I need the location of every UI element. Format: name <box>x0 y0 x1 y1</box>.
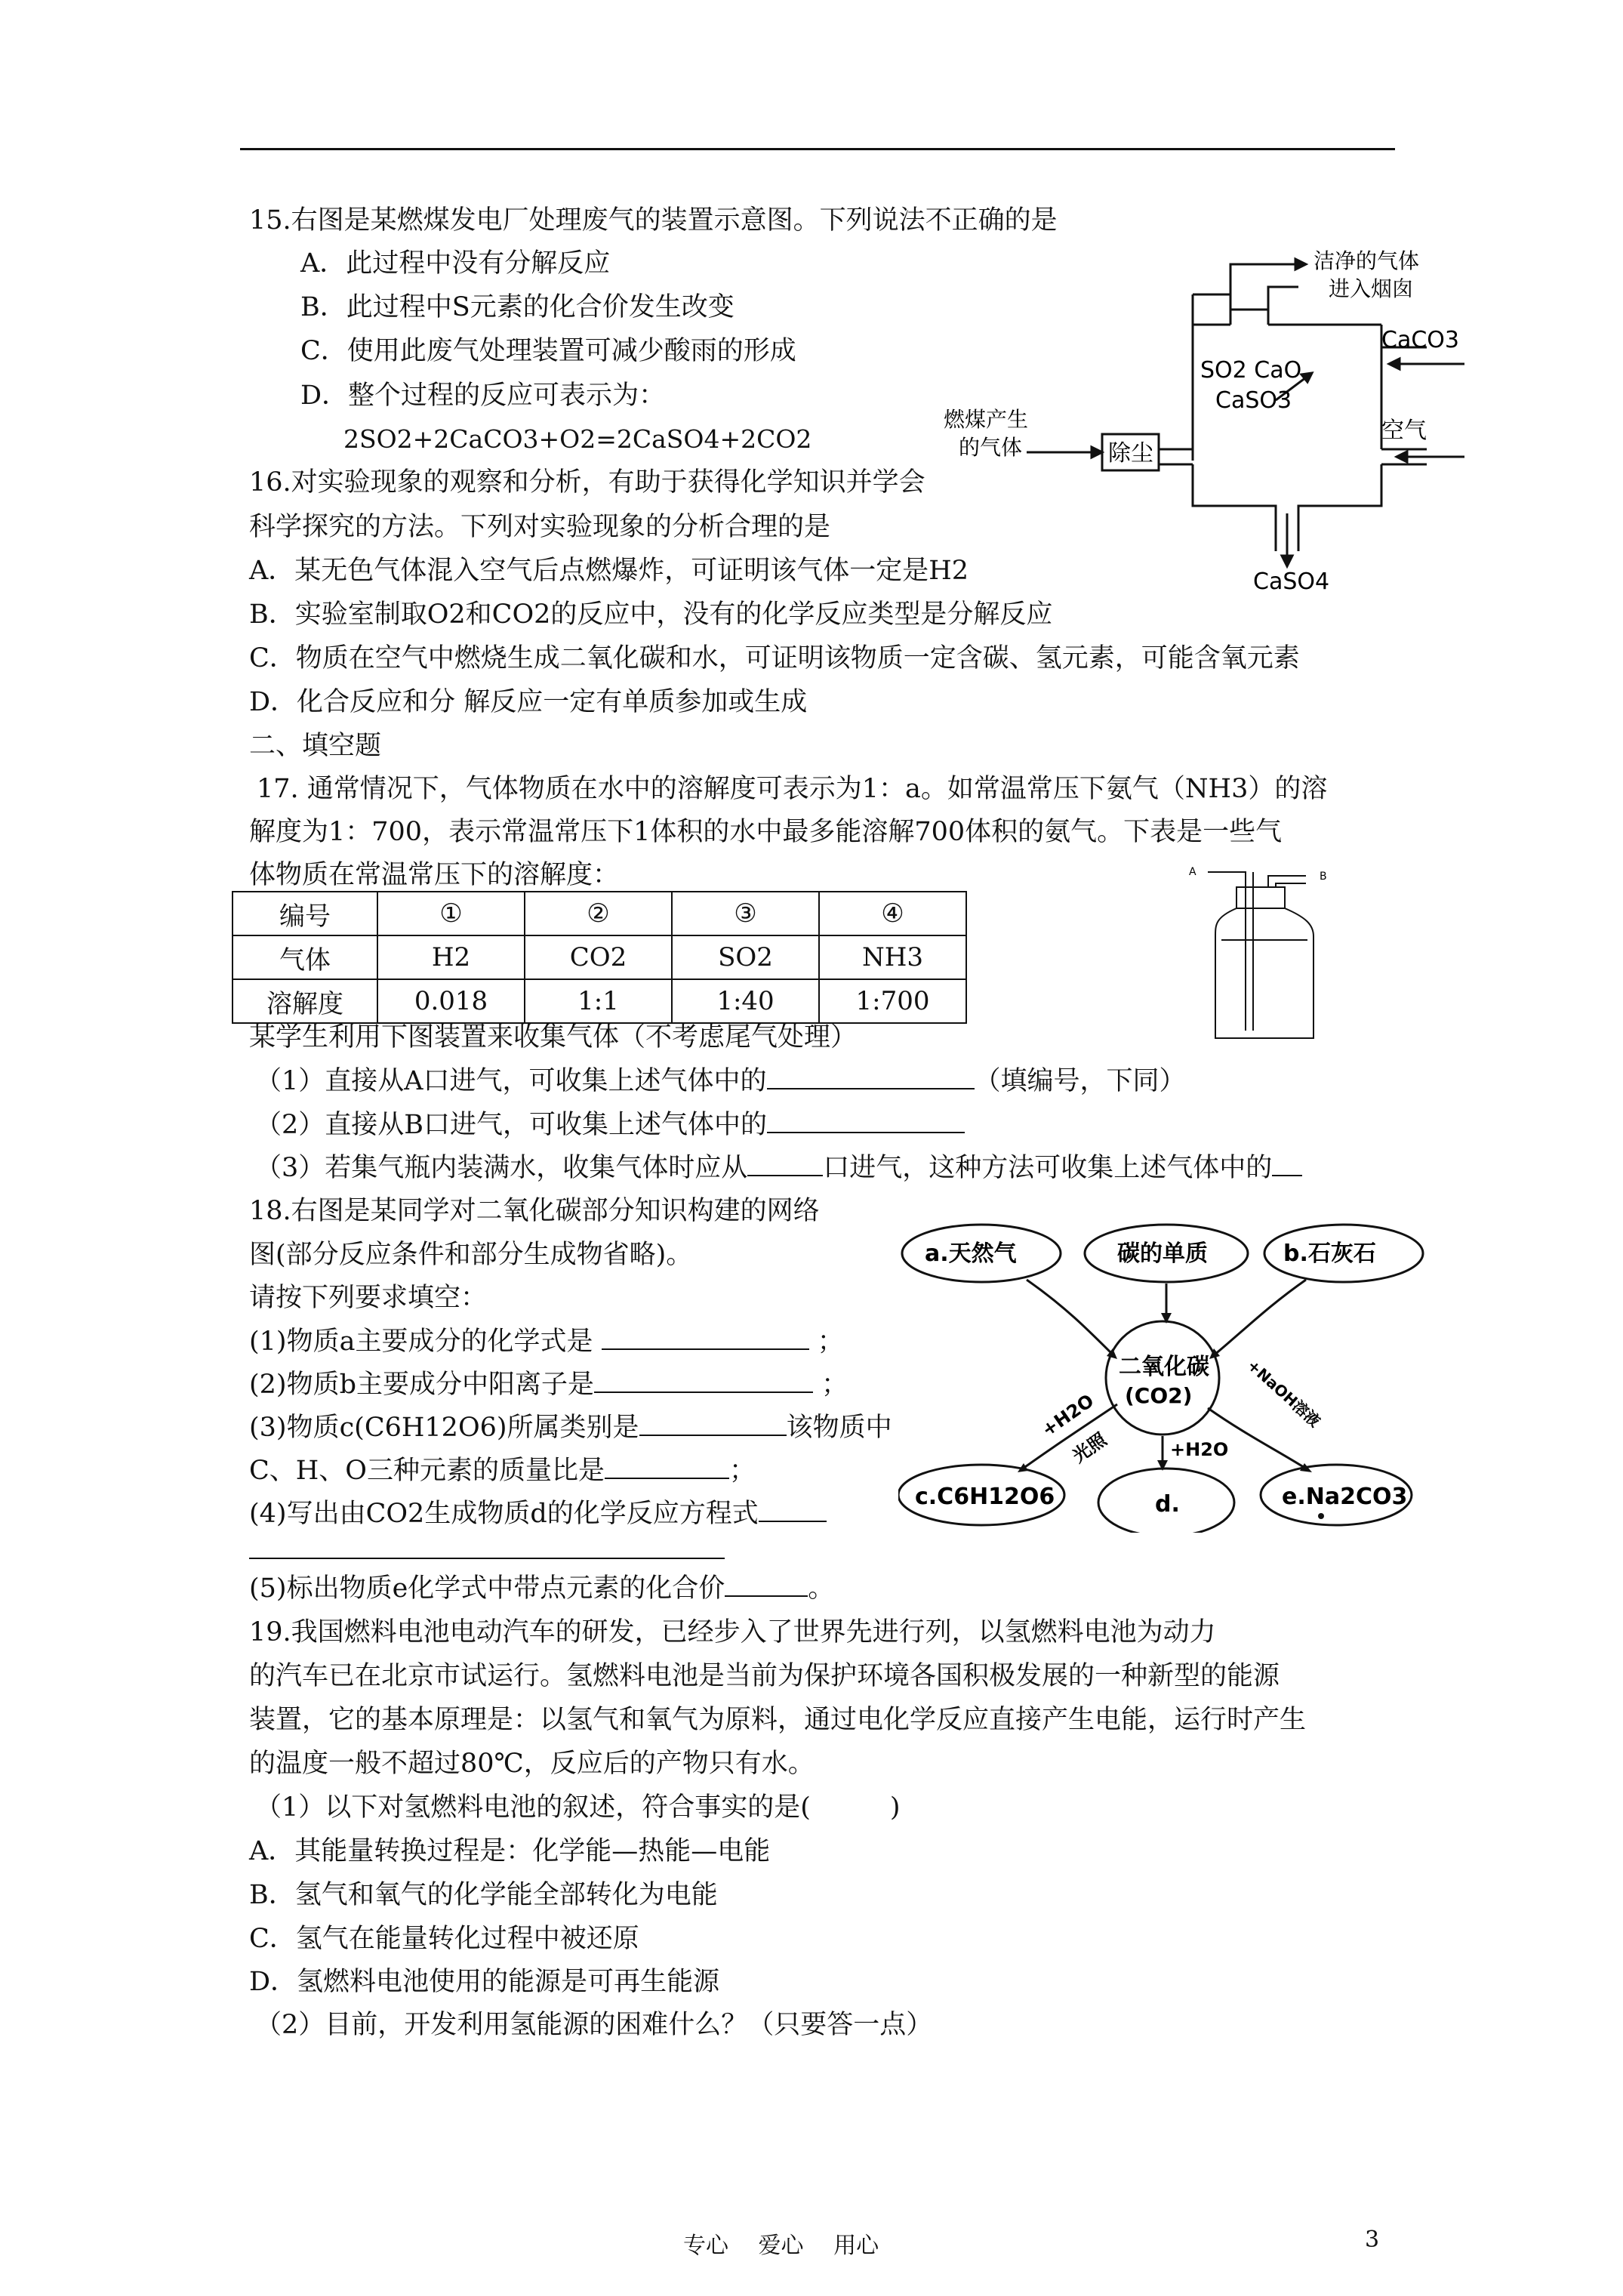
caso3-label: CaSO3 <box>1215 387 1292 414</box>
table-cell: ① <box>377 892 525 935</box>
q18-sub-1-text: (1)物质a主要成分的化学式是 <box>249 1327 593 1357</box>
node-b-label: b.石灰石 <box>1283 1240 1376 1267</box>
q19-option-b: B．氢气和氧气的化学能全部转化为电能 <box>249 1880 718 1910</box>
q17-para-3: 体物质在常温常压下的溶解度： <box>249 860 620 890</box>
q17-answer-blank-2[interactable] <box>767 1109 965 1133</box>
period: 。 <box>808 1573 835 1604</box>
node-co2-label: 二氧化碳 <box>1119 1354 1209 1380</box>
q18-stem-3: 请按下列要求填空： <box>249 1283 488 1313</box>
table-cell: SO2 <box>672 935 819 979</box>
q16-option-d: D．化合反应和分 解反应一定有单质参加或生成 <box>249 687 808 717</box>
q17-sub-2 <box>255 1108 965 1142</box>
q18-sub-4-text: (4)写出由CO2生成物质d的化学反应方程式 <box>249 1499 759 1529</box>
q18-answer-line[interactable] <box>249 1558 725 1559</box>
q19-option-a: A．其能量转换过程是：化学能—热能—电能 <box>249 1836 771 1866</box>
table-cell: NH3 <box>819 935 966 979</box>
table-cell: 溶解度 <box>233 979 377 1023</box>
edge-h2o-label: +H2O <box>1170 1439 1229 1460</box>
q18-answer-blank-6[interactable] <box>725 1573 808 1597</box>
table-row <box>233 935 966 979</box>
table-cell: 0.018 <box>377 979 525 1023</box>
q18-sub-2-text: (2)物质b主要成分中阳离子是 <box>249 1370 594 1400</box>
table-cell: 1:40 <box>672 979 819 1023</box>
clean-gas-label-2: 进入烟囱 <box>1329 276 1414 301</box>
flue-gas-diagram <box>944 234 1472 596</box>
q15-equation: 2SO2+2CaCO3+O2=2CaSO4+2CO2 <box>343 424 812 454</box>
bottle-a-label: A <box>1189 866 1196 878</box>
dust-removal-label: 除尘 <box>1108 440 1153 467</box>
air-label: 空气 <box>1381 418 1427 444</box>
so2-cao-label: SO2 CaO <box>1200 357 1302 384</box>
q18-sub-3 <box>249 1411 892 1444</box>
caco3-label: CaCO3 <box>1381 327 1459 353</box>
q19-option-d: D．氢燃料电池使用的能源是可再生能源 <box>249 1967 720 1997</box>
q17-para-2: 解度为1：700，表示常温常压下1体积的水中最多能溶解700体积的氨气。下表是一些气 <box>249 817 1283 847</box>
q17-sub-3-text: （3）若集气瓶内装满水，收集气体时应从 <box>255 1153 748 1183</box>
table-cell: H2 <box>377 935 525 979</box>
q18-sub-3-text: (3)物质c(C6H12O6)所属类别是 <box>249 1413 639 1443</box>
q17-answer-blank-1[interactable] <box>767 1065 975 1089</box>
q18-answer-blank-5[interactable] <box>759 1498 827 1522</box>
q18-stem-1: 18.右图是某同学对二氧化碳部分知识构建的网络 <box>249 1196 820 1226</box>
node-d-label: d. <box>1155 1491 1180 1518</box>
q17-sub-3 <box>255 1151 1302 1185</box>
q17-para-4: 某学生利用下图装置来收集气体（不考虑尾气处理） <box>249 1022 858 1052</box>
semicolon: ； <box>817 1327 844 1357</box>
coal-gas-label-1: 燃煤产生 <box>944 407 1029 432</box>
page-number: 3 <box>1365 2227 1380 2253</box>
table-row <box>233 892 966 935</box>
q18-sub-3-text-2: 该物质中 <box>786 1413 892 1443</box>
clean-gas-label-1: 洁净的气体 <box>1313 248 1420 273</box>
table-row <box>233 979 966 1023</box>
edge-light-label: 光照 <box>1068 1428 1110 1467</box>
q18-sub-4 <box>249 1497 827 1530</box>
node-carbon-label: 碳的单质 <box>1117 1240 1208 1267</box>
node-a-label: a.天然气 <box>925 1240 1017 1267</box>
q16-option-b: B．实验室制取O2和CO2的反应中，没有的化学反应类型是分解反应 <box>249 599 1053 630</box>
emphasis-dot <box>1318 1513 1324 1519</box>
q19-para-2: 的汽车已在北京市试运行。氢燃料电池是当前为保护环境各国积极发展的一种新型的能源 <box>249 1661 1280 1691</box>
footer-motto: 专心 爱心 用心 <box>683 2233 879 2259</box>
q17-sub-1-note: （填编号，下同） <box>974 1066 1186 1096</box>
q16-option-a: A．某无色气体混入空气后点燃爆炸，可证明该气体一定是H2 <box>249 556 969 586</box>
q17-sub-2-text: （2）直接从B口进气，可收集上述气体中的 <box>255 1110 767 1140</box>
q18-sub-5 <box>249 1572 834 1605</box>
q19-sub-2: （2）目前，开发利用氢能源的困难什么？（只要答一点） <box>255 2010 933 2040</box>
table-cell: ② <box>525 892 672 935</box>
header-rule <box>240 148 1395 150</box>
co2-network-diagram <box>898 1216 1427 1533</box>
q18-sub-3-cont <box>249 1454 756 1487</box>
q19-option-c: C．氢气在能量转化过程中被还原 <box>249 1924 639 1954</box>
edge-naoh-label: +NaOH溶液 <box>1243 1355 1324 1431</box>
semicolon: ； <box>729 1456 756 1486</box>
table-cell: 1:1 <box>525 979 672 1023</box>
node-e-label: e.Na2CO3 <box>1282 1484 1408 1510</box>
q18-answer-blank-1[interactable] <box>602 1326 809 1350</box>
q17-answer-blank-3[interactable] <box>747 1152 823 1176</box>
q19-para-4: 的温度一般不超过80℃，反应后的产物只有水。 <box>249 1749 815 1779</box>
q19-sub-1: （1）以下对氢燃料电池的叙述，符合事实的是( ) <box>255 1792 901 1823</box>
q17-sub-3-text-2: 口进气，这种方法可收集上述气体中的 <box>823 1153 1273 1183</box>
q18-sub-3-text-3: C、H、O三种元素的质量比是 <box>249 1456 605 1486</box>
semicolon: ； <box>821 1370 848 1400</box>
solubility-table <box>232 891 967 1024</box>
table-cell: 1:700 <box>819 979 966 1023</box>
q17-sub-1-text: （1）直接从A口进气，可收集上述气体中的 <box>255 1066 767 1096</box>
bottle-b-label: B <box>1320 871 1327 883</box>
edge-h2o-light-label: +H2O <box>1037 1390 1098 1441</box>
table-cell: ④ <box>819 892 966 935</box>
q18-sub-2 <box>249 1368 848 1401</box>
q15-option-c: C．使用此废气处理装置可减少酸雨的形成 <box>300 336 796 366</box>
q17-sub-1 <box>255 1065 1186 1098</box>
q18-sub-1 <box>249 1325 844 1358</box>
table-cell: ③ <box>672 892 819 935</box>
q15-option-a: A．此过程中没有分解反应 <box>300 248 611 279</box>
q18-answer-blank-3[interactable] <box>639 1412 787 1436</box>
table-cell: 编号 <box>233 892 377 935</box>
table-cell: 气体 <box>233 935 377 979</box>
q18-answer-blank-4[interactable] <box>605 1455 729 1479</box>
q17-para-1: 17. 通常情况下，气体物质在水中的溶解度可表示为1：a。如常温常压下氨气（NH3）的溶 <box>257 774 1328 804</box>
section-heading: 二、填空题 <box>249 731 382 761</box>
node-c-label: c.C6H12O6 <box>915 1484 1055 1510</box>
q19-para-1: 19.我国燃料电池电动汽车的研发，已经步入了世界先进行列，以氢燃料电池为动力 <box>249 1617 1216 1647</box>
q15-option-d: D．整个过程的反应可表示为： <box>300 381 666 411</box>
q16-option-c: C．物质在空气中燃烧生成二氧化碳和水，可证明该物质一定含碳、氢元素，可能含氧元素 <box>249 643 1300 673</box>
q16-stem-2: 科学探究的方法。下列对实验现象的分析合理的是 <box>249 512 831 542</box>
q15-option-b: B．此过程中S元素的化合价发生改变 <box>300 292 735 322</box>
caso4-label: CaSO4 <box>1253 569 1330 595</box>
q17-answer-blank-4[interactable] <box>1272 1152 1302 1176</box>
coal-gas-label-2: 的气体 <box>959 435 1023 460</box>
q19-para-3: 装置，它的基本原理是：以氢气和氧气为原料，通过电化学反应直接产生电能，运行时产生 <box>249 1705 1307 1735</box>
q18-stem-2: 图(部分反应条件和部分生成物省略)。 <box>249 1240 693 1270</box>
q15-stem: 15.右图是某燃煤发电厂处理废气的装置示意图。下列说法不正确的是 <box>249 205 1058 236</box>
q16-stem-1: 16.对实验现象的观察和分析，有助于获得化学知识并学会 <box>249 467 925 498</box>
table-cell: CO2 <box>525 935 672 979</box>
gas-bottle-diagram <box>1185 864 1381 1046</box>
q18-answer-blank-2[interactable] <box>594 1369 813 1393</box>
q18-sub-5-text: (5)标出物质e化学式中带点元素的化合价 <box>249 1573 725 1604</box>
node-co2-formula: (CO2) <box>1125 1383 1193 1408</box>
